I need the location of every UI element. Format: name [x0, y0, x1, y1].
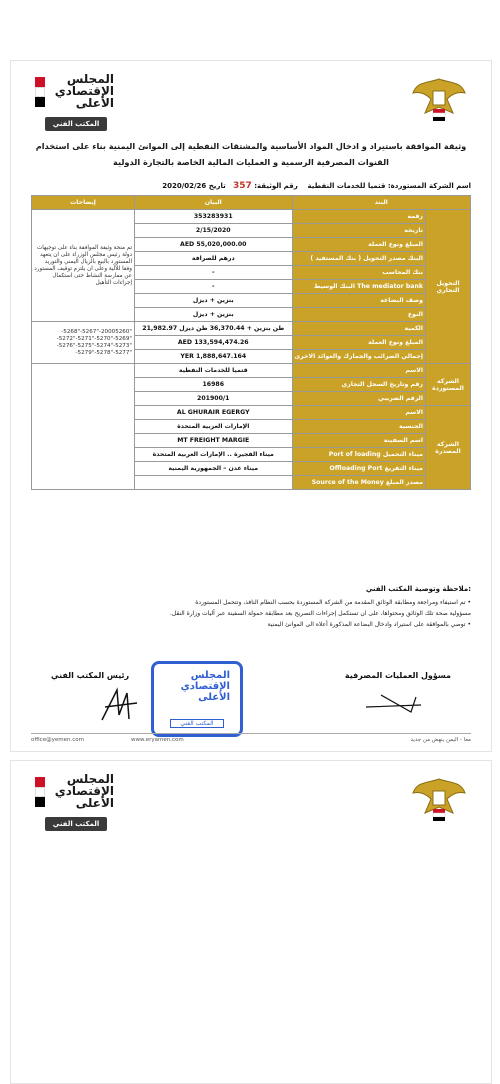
row-value: درهم للصرافة [135, 252, 293, 266]
council-name-line-3: الأعلى [75, 796, 114, 810]
col-notes: إيضاحات [32, 196, 135, 210]
row-value: 353283931 [135, 210, 293, 224]
doc-number-label: رقم الوثيقة: [254, 182, 298, 190]
tech-office-badge: المكتب الفني [45, 117, 107, 131]
row-label: المبلغ ونوع العملة [292, 336, 425, 350]
row-value: قتميا للخدمات النفطية [135, 364, 293, 378]
reference-numbers: -5268"-5267"-20005260" -5272"-5271"-5270"-5269" -5276"-5275"-5274"-5273" -5279"-5278"-5277" [32, 322, 135, 364]
row-label: البنك مصدر التحويل ( بنك المستفيد ) [292, 252, 425, 266]
row-label: Port of loading ميناء التحميل [292, 448, 425, 462]
row-label: البنك الوسيط The mediator bank [292, 280, 425, 294]
document-title-line-2: القنوات المصرفية الرسمية و العمليات المالية الخاصة بالتجارة الدولية [113, 157, 389, 167]
row-label: Source of the Money مصدر المبلغ [292, 476, 425, 490]
document-page-2 [10, 760, 492, 1084]
banking-signature-icon [361, 687, 431, 717]
row-value: AED 55,020,000.00 [135, 238, 293, 252]
row-label: وصف البضاعة [292, 294, 425, 308]
details-table [31, 195, 471, 490]
row-value: - [135, 266, 293, 280]
document-page-1 [10, 60, 492, 752]
row-value: AED 133,594,474.26 [135, 336, 293, 350]
eagle-emblem-icon [411, 773, 467, 825]
eagle-emblem-icon [411, 73, 467, 125]
approval-note: تم منحة وثيقة الموافقة بناء على توجيهات دولة رئيس مجلس الوزراء على ان يتعهد المستورد بالبيع بالريال اليمني والتوريد وفقا للآلية وعلى ان يلتزم توقيف المستورد عن ممارسة النشاط حتى استكمال إجراءات التأهيل [32, 210, 135, 322]
stamp-line-3: الأعلى [198, 692, 230, 703]
flag-icon [35, 77, 45, 107]
notes-heading: ملاحظة وتوصية المكتب الفني: [365, 585, 471, 593]
table-row [32, 364, 471, 378]
date-value: 2020/02/26 [162, 182, 207, 190]
row-label: رقمه [292, 210, 425, 224]
stamp-line-2: الإقتصادي [180, 681, 230, 692]
empty-note-cell [32, 364, 135, 490]
footer-website: www.eryamen.com [131, 737, 184, 743]
council-name [48, 773, 114, 809]
row-value: بنزين + ديزل [135, 308, 293, 322]
row-label: المبلغ ونوع العملة [292, 238, 425, 252]
council-name-line-2: الإقتصادي [54, 84, 114, 98]
row-label: الكمية [292, 322, 425, 336]
row-label: Offloading Port ميناء التفريغ [292, 462, 425, 476]
footer-email: office@yemen.com [31, 737, 84, 743]
row-value: 2/15/2020 [135, 224, 293, 238]
note-item: • توصي بالموافقة على استيراد وادخال البضاعة المذكورة أعلاه الى الموانئ اليمنية [267, 621, 471, 628]
row-label: رقم وتاريخ السجل التجاري [292, 378, 425, 392]
council-name-line-3: الأعلى [75, 96, 114, 110]
row-section: التحويل التجاري [426, 210, 471, 364]
document-title-line-1: وثيقة الموافقة باستيراد و ادخال المواد الأساسية والمشتقات النفطية إلى الموانئ اليمنية بناء على استخدام [35, 141, 467, 151]
row-value: الإمارات العربية المتحدة [135, 420, 293, 434]
row-label: إجمالي الضرائب والجمارك والعوائد الاخرى [292, 350, 425, 364]
table-row [32, 210, 471, 224]
doc-number: 357 [233, 181, 252, 191]
council-name-line-2: الإقتصادي [54, 784, 114, 798]
tech-office-head-signature-label: رئيس المكتب الفني [51, 671, 130, 680]
document-meta [162, 181, 471, 191]
row-value [135, 476, 293, 490]
row-value: AL GHURAIR EGERGY [135, 406, 293, 420]
council-name-line-1: المجلس [66, 72, 114, 86]
notes-list [51, 597, 471, 630]
company-label: اسم الشركة المستوردة: قتميا للخدمات النفطية [307, 182, 471, 190]
date-label: تاريخ [208, 182, 226, 190]
row-label: الاسم [292, 406, 425, 420]
handwritten-signature-icon [97, 685, 147, 725]
flag-icon [35, 777, 45, 807]
row-value: 201900/1 [135, 392, 293, 406]
table-row [32, 322, 471, 336]
row-value: ميناء عدن – الجمهورية اليمنية [135, 462, 293, 476]
row-label: اسم السفينة [292, 434, 425, 448]
row-label: الرقم الضريبي [292, 392, 425, 406]
note-text-2: مسؤولية صحة تلك الوثائق ومحتواها، على ان تستكمل إجراءات التصريح بعد مطابقة حمولة السفينة عبر آليات وزارة النقل. [169, 610, 471, 617]
banking-officer-signature-label: مسؤول العمليات المصرفية [344, 671, 451, 680]
row-label: النوع [292, 308, 425, 322]
stamp-sub: المكتب الفني [170, 719, 224, 728]
row-label: تاريخه [292, 224, 425, 238]
footer-divider [31, 733, 471, 734]
stamp-line-1: المجلس [190, 670, 230, 681]
row-value: YER 1,888,647.164 [135, 350, 293, 364]
footer-slogan: معا - اليمن ينهض من جديد [410, 737, 471, 743]
row-value: - [135, 280, 293, 294]
official-stamp [151, 661, 243, 737]
row-section: الشركة المستوردة [426, 364, 471, 406]
row-value: بنزين + ديزل [135, 294, 293, 308]
council-name-line-1: المجلس [66, 772, 114, 786]
row-value: ميناء الفجيرة .. الإمارات العربية المتحدة [135, 448, 293, 462]
note-item [51, 608, 471, 619]
row-value: MT FREIGHT MARGIE [135, 434, 293, 448]
note-text-3: توصي بالموافقة على استيراد وادخال البضاعة المذكورة أعلاه الى الموانئ اليمنية [267, 621, 466, 628]
row-section: الشركة المصدرة [426, 406, 471, 490]
row-label: الجنسية [292, 420, 425, 434]
row-value: 21,982.97 طن بنزين + 36,370.44 طن ديزل [135, 322, 293, 336]
note-text-1: تم استيفاء ومراجعة ومطابقة الوثائق المقدمة من الشركة المستوردة بحسب النظام النافذ، وتتحمل المستوردة [195, 599, 466, 606]
row-label: الاسم [292, 364, 425, 378]
council-name [48, 73, 114, 109]
col-data: البيان [135, 196, 293, 210]
note-item: • تم استيفاء ومراجعة ومطابقة الوثائق المقدمة من الشركة المستوردة بحسب النظام النافذ، وتتحمل المستوردة [195, 599, 471, 606]
row-label: بنك المحاسب [292, 266, 425, 280]
screen-top [0, 0, 500, 60]
row-value: 16986 [135, 378, 293, 392]
tech-office-badge: المكتب الفني [45, 817, 107, 831]
table-header-row [32, 196, 471, 210]
col-item: البند [292, 196, 470, 210]
